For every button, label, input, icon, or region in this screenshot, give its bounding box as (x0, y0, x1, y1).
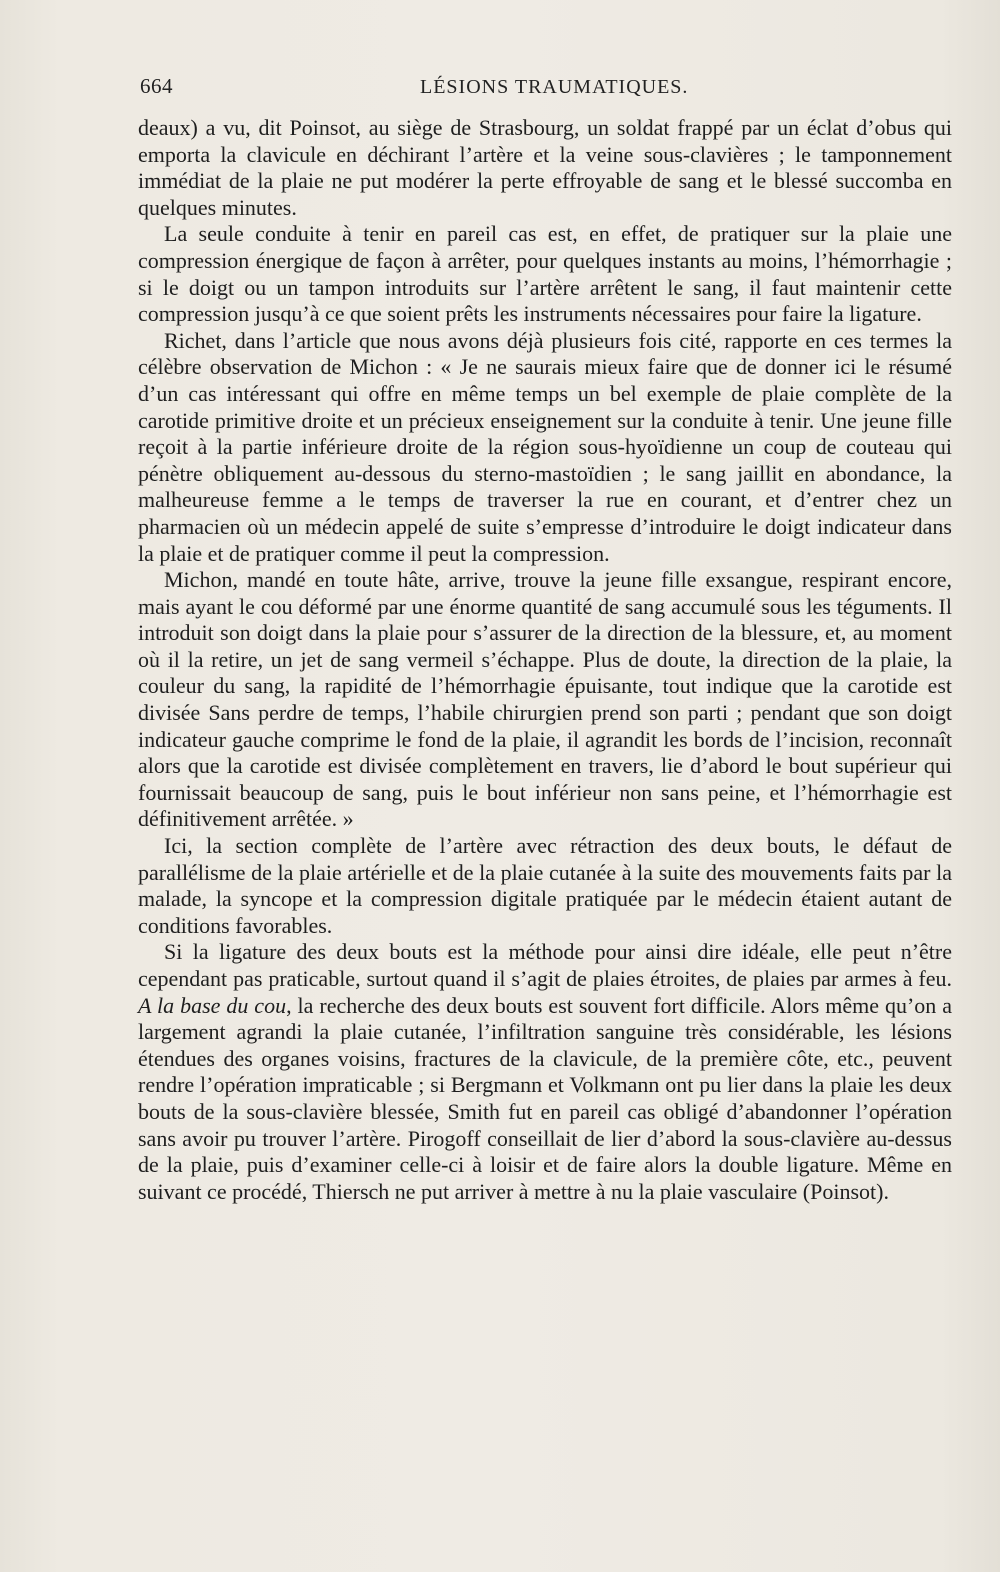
paragraph-1: deaux) a vu, dit Poinsot, au siège de Strasbourg, un soldat frappé par un éclat d’obus qui emporta la clavicule en déchirant l’artère et la veine sous-clavières ; le tamponnement immédiat de la plaie ne put modérer la perte effroyable de sang et le blessé succomba en quelques minutes. (138, 115, 952, 220)
paragraph-4: Michon, mandé en toute hâte, arrive, trouve la jeune fille exsangue, respirant encore, mais ayant le cou déformé par une énorme quantité de sang accumulé sous les téguments. Il introduit son doigt dans la plaie pour s’assurer de la direction de la blessure, et, au moment où il la retire, un jet de sang vermeil s’échappe. Plus de doute, la direction de la plaie, la couleur du sang, la rapidité de l’hémorrhagie épuisante, tout indique que la carotide est divisée Sans perdre de temps, l’habile chirurgien prend son parti ; pendant que son doigt indicateur gauche comprime le fond de la plaie, il agrandit les bords de l’incision, reconnaît alors que la carotide est divisée complètement en travers, lie d’abord le bout supérieur qui fournissait beaucoup de sang, puis le bout inférieur non sans peine, et l’hémorrhagie est définitivement arrêtée. » (138, 567, 952, 832)
paragraph-2: La seule conduite à tenir en pareil cas est, en effet, de pratiquer sur la plaie une compression énergique de façon à arrêter, pour quelques instants au moins, l’hémorrhagie ; si le doigt ou un tampon introduits sur l’artère arrêtent le sang, il faut maintenir cette compression jusqu’à ce que soient prêts les instruments nécessaires pour faire la ligature. (138, 221, 952, 327)
paragraph-6-text-start: Si la ligature des deux bouts est la méthode pour ainsi dire idéale, elle peut n’être cependant pas praticable, surtout quand il s’agit de plaies étroites, de plaies par armes à feu. (138, 939, 952, 991)
paragraph-3: Richet, dans l’article que nous avons déjà plusieurs fois cité, rapporte en ces termes la célèbre observation de Michon : « Je ne saurais mieux faire que de donner ici le résumé d’un cas intéressant qui offre en même temps un bel exemple de plaie complète de la carotide primitive droite et un précieux enseignement sur la conduite à tenir. Une jeune fille reçoit à la partie inférieure droite de la région sous-hyoïdienne un coup de couteau qui pénètre obliquement au-dessous du sterno-mastoïdien ; le sang jaillit en abondance, la malheureuse femme a le temps de traverser la rue en courant, et d’entrer chez un pharmacien où un médecin appelé de suite s’empresse d’introduire le doigt indicateur dans la plaie et de pratiquer comme il peut la compression. (138, 327, 952, 566)
body-text (138, 115, 952, 1205)
paragraph-5: Ici, la section complète de l’artère avec rétraction des deux bouts, le défaut de parallélisme de la plaie artérielle et de la plaie cutanée à la suite des mouvements faits par la malade, la syncope et la compression digitale pratiquée par le médecin étaient autant de conditions favorables. (138, 833, 952, 938)
paragraph-6-italic: A la base du cou (138, 992, 287, 1018)
paragraph-6 (138, 939, 952, 1205)
paragraph-6-text-end: , la recherche des deux bouts est souvent fort difficile. Alors même qu’on a largement agrandi la plaie cutanée, l’infiltration sanguine très considérable, les lésions étendues des organes voisins, fractures de la clavicule, de la première côte, etc., peuvent rendre l’opération impraticable ; si Bergmann et Volkmann ont pu lier dans la plaie les deux bouts de la sous-clavière blessée, Smith fut en pareil cas obligé d’abandonner l’opération sans avoir pu trouver l’artère. Pirogoff conseillait de lier d’abord la sous-clavière au-dessus de la plaie, puis d’examiner celle-ci à loisir et de faire alors la double ligature. Même en suivant ce procédé, Thiersch ne put arriver à mettre à nu la plaie vasculaire (Poinsot). (138, 992, 953, 1204)
running-title: LÉSIONS TRAUMATIQUES. (420, 76, 689, 98)
running-header (140, 74, 952, 104)
page-number: 664 (140, 74, 173, 98)
